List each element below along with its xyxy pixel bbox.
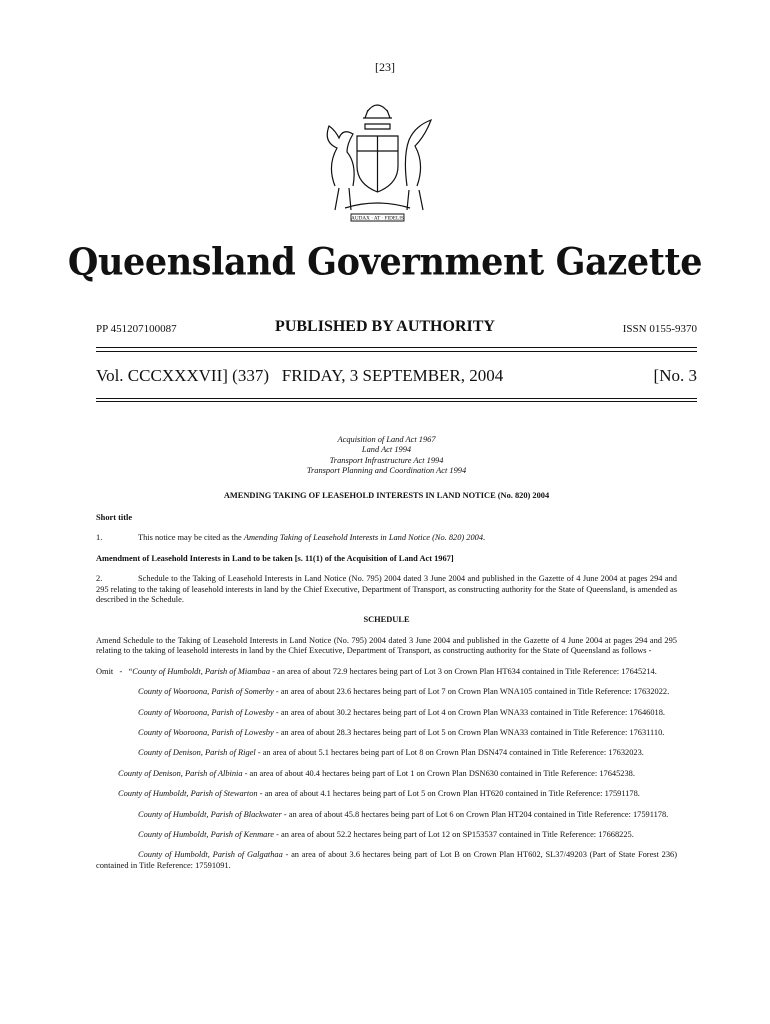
schedule-entries <box>96 667 677 871</box>
notice-body <box>96 435 677 871</box>
entry-details: - an area of about 45.8 hectares being part of Lot 6 on Crown Plan HT204 contained in Title Reference: 17591178. <box>281 809 669 819</box>
act-item: Acquisition of Land Act 1967 <box>337 435 436 444</box>
entry-place: County of Humboldt, Parish of Galgathaa <box>138 850 283 860</box>
schedule-entry <box>96 708 677 718</box>
schedule-entry <box>96 789 677 799</box>
issue-date: FRIDAY, 3 SEPTEMBER, 2004 <box>281 366 504 385</box>
issn-number: ISSN 0155-9370 <box>622 323 697 335</box>
schedule-entry <box>96 769 677 779</box>
clause-text: Schedule to the Taking of Leasehold Interests in Land Notice (No. 795) 2004 dated 3 June 2004 and published in the Gazette of 4 June 2004 at pages 294 and 295 relating to the taking of leasehold interests in land by the Chief Executive, Department of Transport, as constructing authority for the State of Queensland, is amended as described in the Schedule. <box>96 574 677 605</box>
amendment-clause <box>96 574 677 605</box>
schedule-intro: Amend Schedule to the Taking of Leasehold Interests in Land Notice (No. 795) 2004 dated 3 June 2004 and published in the Gazette of 4 June 2004 at pages 294 and 295 relating to the taking of leasehold interests in land by the Chief Executive, Department of Transport, as constructing authority for the State of Queensland as follows - <box>96 635 677 656</box>
schedule-entry <box>96 810 677 820</box>
act-item: Transport Infrastructure Act 1994 <box>329 455 444 465</box>
omit-label: Omit - “ <box>96 666 133 676</box>
entry-details: - an area of about 3.6 hectares being part of Lot B on Crown Plan HT602, SL37/49203 (Part of State Forest 236) contained in Title Reference: 17591091. <box>96 850 677 870</box>
entry-details: - an area of about 30.2 hectares being part of Lot 4 on Crown Plan WNA33 contained in Title Reference: 17646018. <box>273 707 665 717</box>
entry-details: - an area of about 28.3 hectares being part of Lot 5 on Crown Plan WNA33 contained in Title Reference: 17631110. <box>273 727 665 737</box>
entry-details: - an area of about 52.2 hectares being part of Lot 12 on SP153537 contained in Title Reference: 17668225. <box>274 829 634 839</box>
entry-place: County of Humboldt, Parish of Stewarton <box>118 789 258 799</box>
page-number: [23] <box>375 60 395 74</box>
volume-line <box>96 366 697 386</box>
schedule-entry <box>96 728 677 738</box>
entry-place: County of Humboldt, Parish of Kenmare <box>138 829 275 839</box>
act-item: Transport Planning and Coordination Act 1994 <box>306 466 467 476</box>
entry-place: County of Denison, Parish of Rigel <box>138 748 256 758</box>
act-item: Land Act 1994 <box>361 445 412 455</box>
entry-place: County of Denison, Parish of Albinia <box>118 768 243 778</box>
entry-place: County of Humboldt, Parish of Miambaa <box>132 666 271 676</box>
amendment-heading: Amendment of Leasehold Interests in Land to be taken [s. 11(1) of the Acquisition of Land Act 1967] <box>96 553 454 563</box>
gazette-masthead: Queensland Government Gazette <box>67 240 703 285</box>
entry-place: County of Wooroona, Parish of Lowesby <box>138 707 274 717</box>
header-rule-top-double <box>96 351 697 352</box>
notice-name: Amending Taking of Leasehold Interests in Land Notice (No. 820) 2004 <box>243 533 484 543</box>
entry-details: - an area of about 5.1 hectares being part of Lot 8 on Crown Plan DSN474 contained in Title Reference: 17632023. <box>255 748 644 758</box>
short-title-heading: Short title <box>96 513 133 523</box>
header-rule-top <box>96 347 697 348</box>
entry-details: - an area of about 40.4 hectares being part of Lot 1 on Crown Plan DSN630 contained in Title Reference: 17645238. <box>242 768 635 778</box>
clause-number: 1. <box>96 533 103 543</box>
schedule-entry <box>96 850 677 871</box>
schedule-entry <box>96 830 677 840</box>
volume-number: Vol. CCCXXXVII] (337) <box>96 366 269 385</box>
schedule-entry <box>96 748 677 758</box>
coat-of-arms-logo <box>305 96 450 228</box>
issue-number: [No. 3 <box>653 366 697 385</box>
schedule-entry <box>96 687 677 697</box>
clause-number: 2. <box>96 574 103 584</box>
entry-place: County of Humboldt, Parish of Blackwater <box>138 809 282 819</box>
entry-place: County of Wooroona, Parish of Somerby <box>138 687 274 697</box>
pp-number: PP 451207100087 <box>96 323 177 335</box>
entry-details: - an area of about 4.1 hectares being part of Lot 5 on Crown Plan HT620 contained in Title Reference: 17591178. <box>257 789 640 799</box>
clause-text: This notice may be cited as the Amending Taking of Leasehold Interests in Land Notice (No. 820) 2004. <box>138 533 486 543</box>
published-by-authority: PUBLISHED BY AUTHORITY <box>275 318 495 335</box>
entry-details: - an area of about 23.6 hectares being part of Lot 7 on Crown Plan WNA105 contained in Title Reference: 17632022. <box>273 687 670 697</box>
crest-motto: AUDAX · AT · FIDELIS <box>351 215 404 222</box>
schedule-heading: SCHEDULE <box>363 615 410 625</box>
act-list <box>96 435 677 477</box>
header-rule-bottom-double <box>96 401 697 402</box>
short-title-clause <box>96 533 677 543</box>
schedule-entry <box>96 667 677 677</box>
entry-details: - an area of about 72.9 hectares being part of Lot 3 on Crown Plan HT634 contained in Title Reference: 17645214. <box>270 666 657 676</box>
entry-place: County of Wooroona, Parish of Lowesby <box>138 727 274 737</box>
notice-title: AMENDING TAKING OF LEASEHOLD INTERESTS IN LAND NOTICE (No. 820) 2004 <box>223 490 550 500</box>
header-rule-bottom <box>96 398 697 399</box>
